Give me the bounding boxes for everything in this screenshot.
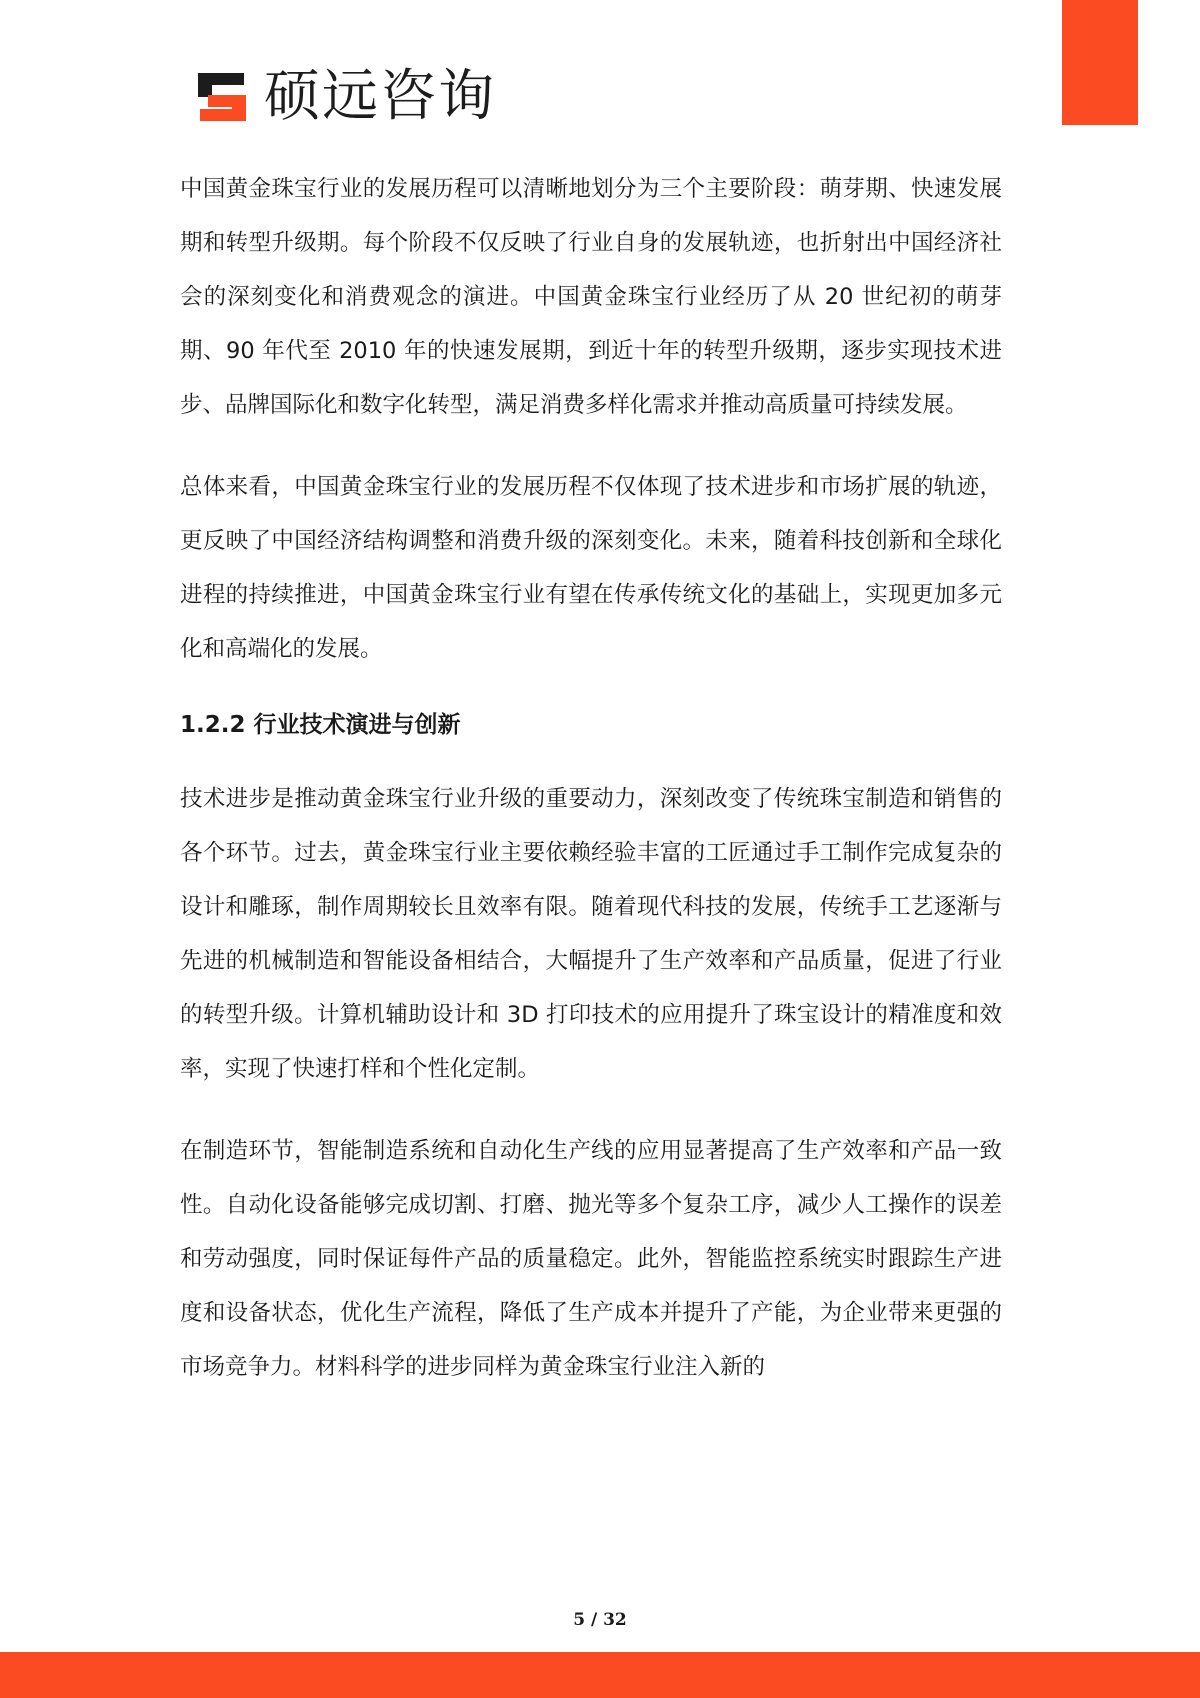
body-paragraph: 在制造环节，智能制造系统和自动化生产线的应用显著提高了生产效率和产品一致性。自动化设备能够完成切割、打磨、抛光等多个复杂工序，减少人工操作的误差和劳动强度，同时保证每件产品的质量稳定。此外，智能监控系统实时跟踪生产进度和设备状态，优化生产流程，降低了生产成本并提升了产能，为企业带来更强的市场竞争力。材料科学的进步同样为黄金珠宝行业注入新的	[180, 1138, 1002, 1380]
brand-logo	[192, 62, 496, 132]
corner-accent-tab	[1062, 0, 1138, 125]
page-number: 5 / 32	[573, 1610, 627, 1630]
document-body	[180, 162, 1002, 1394]
brand-logo-icon	[192, 67, 252, 127]
footer-accent-bar	[0, 1652, 1200, 1698]
body-paragraph: 技术进步是推动黄金珠宝行业升级的重要动力，深刻改变了传统珠宝制造和销售的各个环节。过去，黄金珠宝行业主要依赖经验丰富的工匠通过手工制作完成复杂的设计和雕琢，制作周期较长且效率有限。随着现代科技的发展，传统手工艺逐渐与先进的机械制造和智能设备相结合，大幅提升了生产效率和产品质量，促进了行业的转型升级。计算机辅助设计和 3D 打印技术的应用提升了珠宝设计的精准度和效率，实现了快速打样和个性化定制。	[180, 786, 1002, 1082]
brand-name: 硕远咨询	[264, 64, 496, 129]
body-paragraph: 中国黄金珠宝行业的发展历程可以清晰地划分为三个主要阶段：萌芽期、快速发展期和转型升级期。每个阶段不仅反映了行业自身的发展轨迹，也折射出中国经济社会的深刻变化和消费观念的演进。中国黄金珠宝行业经历了从 20 世纪初的萌芽期、90 年代至 2010 年的快速发展期，到近十年的转型升级期，逐步实现技术进步、品牌国际化和数字化转型，满足消费多样化需求并推动高质量可持续发展。	[180, 176, 1002, 418]
body-paragraph: 总体来看，中国黄金珠宝行业的发展历程不仅体现了技术进步和市场扩展的轨迹，更反映了中国经济结构调整和消费升级的深刻变化。未来，随着科技创新和全球化进程的持续推进，中国黄金珠宝行业有望在传承传统文化的基础上，实现更加多元化和高端化的发展。	[180, 474, 1002, 662]
section-heading: 1.2.2 行业技术演进与创新	[180, 712, 461, 738]
